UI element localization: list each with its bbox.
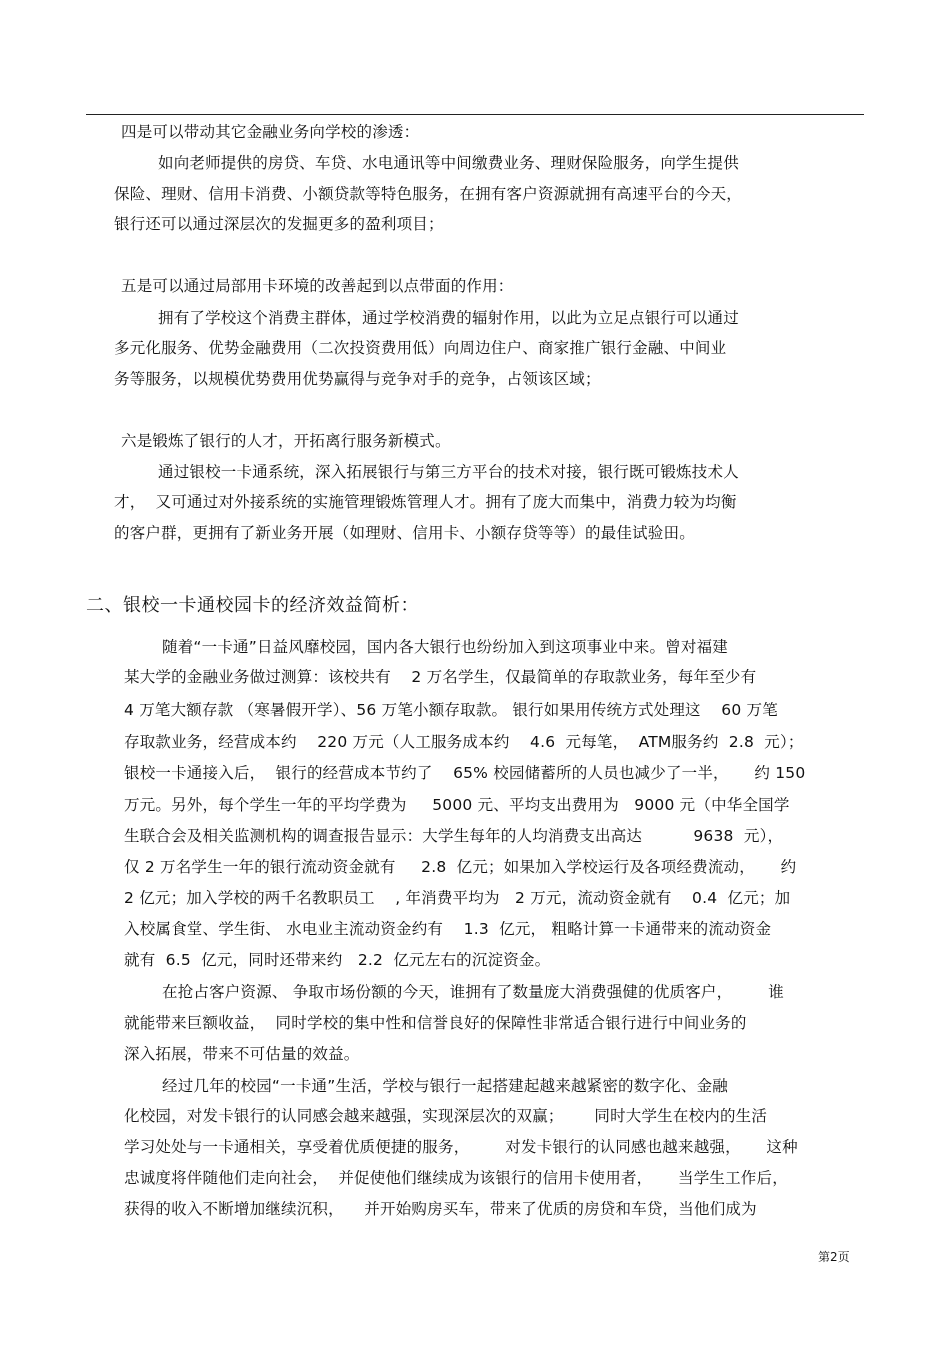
section5-line: 多元化服务、优势金融费用（二次投资费用低）向周边住户、商家推广银行金融、中间业: [114, 339, 727, 357]
part2-para2-line: 就能带来巨额收益， 同时学校的集中性和信誉良好的保障性非常适合银行进行中间业务的: [124, 1014, 747, 1032]
part2-para1-line: 银校一卡通接入后， 银行的经营成本节约了 65% 校园储蓄所的人员也减少了一半， 约 150: [124, 764, 806, 782]
section6-line: 的客户群，更拥有了新业务开展（如理财、信用卡、小额存贷等等）的最佳试验田。: [114, 524, 695, 542]
section4-line: 银行还可以通过深层次的发掘更多的盈利项目；: [114, 215, 444, 233]
part2-para1-line: 就有 6.5 亿元，同时还带来约 2.2 亿元左右的沉淀资金。: [124, 951, 551, 969]
part2-para1-line: 2 亿元；加入学校的两千名教职员工 , 年消费平均为 2 万元，流动资金就有 0.4 亿元；加: [124, 889, 791, 907]
section6-line: 通过银校一卡通系统，深入拓展银行与第三方平台的技术对接，银行既可锻炼技术人: [158, 463, 739, 481]
part2-para2-line: 深入拓展，带来不可估量的效益。: [124, 1045, 360, 1063]
section6-line: 才， 又可通过对外接系统的实施管理锻炼管理人才。拥有了庞大而集中，消费力较为均衡: [114, 493, 737, 511]
section4-line: 保险、理财、信用卡消费、小额贷款等特色服务，在拥有客户资源就拥有高速平台的今天，: [114, 185, 743, 203]
part2-para1-line: 入校属食堂、学生街、 水电业主流动资金约有 1.3 亿元， 粗略计算一卡通带来的流动资金: [124, 920, 772, 938]
section4-heading: 四是可以带动其它金融业务向学校的渗透：: [121, 123, 420, 141]
part2-para1-line: 随着“一卡通”日益风靡校园，国内各大银行也纷纷加入到这项事业中来。曾对福建: [162, 638, 728, 656]
part2-para1-line: 4 万笔大额存款 （寒暑假开学）、56 万笔小额存取款。 银行如果用传统方式处理这 60 万笔: [124, 701, 778, 719]
part2-para1-line: 仅 2 万名学生一年的银行流动资金就有 2.8 亿元；如果加入学校运行及各项经费流动， 约: [124, 858, 797, 876]
part2-para2-line: 在抢占客户资源、 争取市场份额的今天，谁拥有了数量庞大消费强健的优质客户， 谁: [162, 983, 784, 1001]
section5-heading: 五是可以通过局部用卡环境的改善起到以点带面的作用：: [121, 277, 514, 295]
section5-line: 拥有了学校这个消费主群体，通过学校消费的辐射作用，以此为立足点银行可以通过: [158, 309, 739, 327]
part2-para1-line: 生联合会及相关监测机构的调查报告显示：大学生每年的人均消费支出高达 9638 元），: [124, 827, 784, 845]
part2-para3-line: 化校园，对发卡银行的认同感会越来越强，实现深层次的双赢； 同时大学生在校内的生活: [124, 1107, 768, 1125]
part2-para1-line: 万元。另外，每个学生一年的平均学费为 5000 元、平均支出费用为 9000 元（中华全国学: [124, 796, 790, 814]
part2-para3-line: 忠诚度将伴随他们走向社会， 并促使他们继续成为该银行的信用卡使用者， 当学生工作后，: [124, 1169, 788, 1187]
page-number: 第2页: [818, 1250, 850, 1264]
part2-para3-line: 经过几年的校园“一卡通”生活，学校与银行一起搭建起越来越紧密的数字化、金融: [162, 1077, 728, 1095]
part2-para3-line: 获得的收入不断增加继续沉积， 并开始购房买车，带来了优质的房贷和车贷，当他们成为: [124, 1200, 757, 1218]
section6-heading: 六是锻炼了银行的人才，开拓离行服务新模式。: [121, 432, 451, 450]
part2-heading: 二、银校一卡通校园卡的经济效益简析：: [86, 595, 419, 616]
part2-para3-line: 学习处处与一卡通相关，享受着优质便捷的服务， 对发卡银行的认同感也越来越强， 这种: [124, 1138, 798, 1156]
section5-line: 务等服务，以规模优势费用优势赢得与竞争对手的竞争，占领该区域；: [114, 370, 601, 388]
part2-para1-line: 某大学的金融业务做过测算：该校共有 2 万名学生，仅最简单的存取款业务，每年至少有: [124, 668, 757, 686]
header-rule: [86, 114, 864, 115]
section4-line: 如向老师提供的房贷、车贷、水电通讯等中间缴费业务、理财保险服务，向学生提供: [158, 154, 739, 172]
part2-para1-line: 存取款业务，经营成本约 220 万元（人工服务成本约 4.6 元每笔， ATM服务约 2.8 元）；: [124, 733, 804, 751]
